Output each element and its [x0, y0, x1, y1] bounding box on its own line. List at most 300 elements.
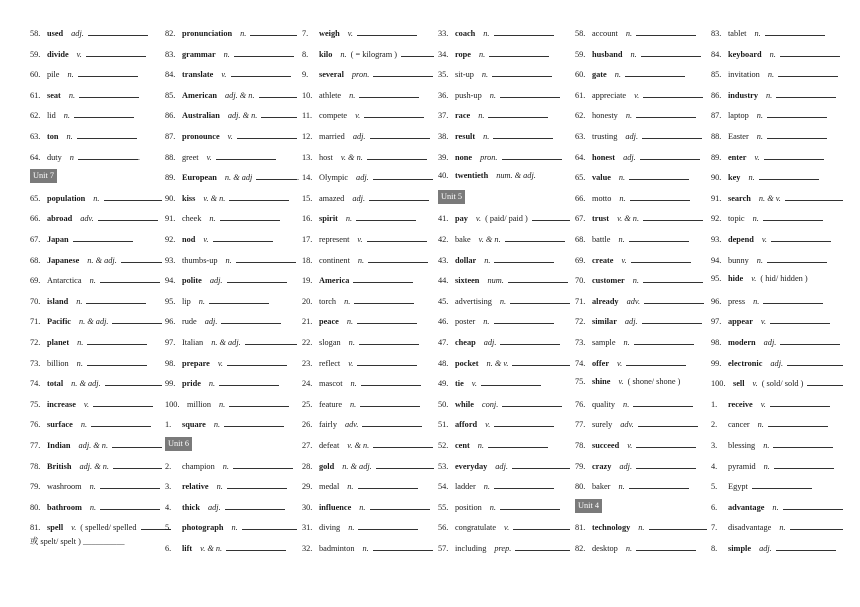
part-of-speech: adj. & n. [225, 91, 255, 100]
vocab-entry [711, 24, 825, 40]
answer-blank[interactable] [807, 374, 843, 386]
answer-blank[interactable] [510, 292, 570, 304]
entry-word: pocket [455, 359, 479, 368]
entry-word: bunny [728, 256, 749, 265]
answer-blank[interactable] [209, 292, 269, 304]
part-of-speech: n. [67, 70, 74, 79]
answer-blank[interactable] [778, 65, 838, 77]
answer-blank[interactable] [369, 189, 429, 201]
part-of-speech: v. [71, 523, 77, 532]
part-of-speech: n. [623, 400, 630, 409]
entry-word: continent [319, 256, 350, 265]
entry-number: 39. [438, 153, 449, 162]
vocab-entry [575, 312, 702, 328]
entry-word: tie [455, 379, 464, 388]
entry-word: gate [592, 70, 607, 79]
answer-blank[interactable] [221, 312, 281, 324]
part-of-speech: n. [632, 276, 639, 285]
answer-blank[interactable] [629, 477, 689, 489]
entry-number: 85. [165, 91, 176, 100]
entry-terminal-punctuation: . [297, 173, 300, 182]
part-of-speech: adv. [344, 420, 359, 429]
entry-number: 73. [30, 359, 41, 368]
answer-blank[interactable] [500, 498, 560, 510]
answer-blank[interactable] [373, 436, 433, 448]
part-of-speech: n. [345, 214, 353, 223]
vocab-entry [30, 457, 162, 473]
entry-number: 12. [302, 132, 313, 141]
answer-blank[interactable] [113, 457, 162, 469]
part-of-speech: v. & n. [347, 441, 370, 450]
entry-word: honesty [592, 111, 618, 120]
answer-blank[interactable] [236, 251, 296, 263]
answer-blank[interactable] [787, 354, 843, 366]
answer-blank[interactable] [88, 24, 148, 36]
entry-word: electronic [728, 359, 763, 368]
part-of-speech: n. [76, 297, 83, 306]
answer-blank[interactable] [358, 477, 418, 489]
answer-blank[interactable] [231, 65, 291, 77]
part-of-speech: adj. [759, 544, 772, 553]
answer-blank[interactable] [752, 477, 812, 489]
vocab-entry [30, 354, 147, 370]
answer-blank[interactable] [234, 45, 294, 57]
answer-blank[interactable] [783, 498, 843, 510]
part-of-speech: pron. [351, 70, 370, 79]
answer-blank[interactable] [359, 333, 419, 345]
answer-blank[interactable] [625, 65, 685, 77]
vocab-entry [302, 230, 427, 246]
answer-blank[interactable] [494, 415, 554, 427]
entry-number: 31. [302, 523, 313, 532]
part-of-speech: adj. [204, 317, 218, 326]
answer-blank[interactable] [79, 86, 139, 98]
answer-blank[interactable] [636, 106, 696, 118]
answer-blank[interactable] [768, 415, 828, 427]
answer-blank[interactable] [488, 436, 548, 448]
entry-word: nod [182, 235, 196, 244]
entry-word: congratulate [455, 523, 497, 532]
answer-blank[interactable] [631, 251, 691, 263]
entry-word: abroad [47, 214, 73, 223]
answer-blank[interactable] [261, 106, 297, 118]
answer-blank[interactable] [225, 498, 285, 510]
answer-blank[interactable] [643, 271, 703, 283]
vocab-entry [302, 209, 416, 225]
answer-blank[interactable] [401, 45, 434, 57]
entry-word: surely [592, 420, 613, 429]
entry-word: peace [319, 317, 339, 326]
entry-word: athlete [319, 91, 342, 100]
entry-word: quality [592, 400, 616, 409]
vocab-entry [165, 209, 280, 225]
answer-blank[interactable] [100, 271, 160, 283]
answer-blank[interactable] [644, 292, 704, 304]
vocab-entry [165, 498, 285, 514]
answer-blank[interactable] [100, 498, 160, 510]
entry-number: 38. [438, 132, 449, 141]
answer-blank[interactable] [641, 45, 701, 57]
inflection-note: ( shone/ shone ) [627, 377, 681, 386]
answer-blank[interactable] [626, 354, 686, 366]
answer-blank[interactable] [481, 374, 541, 386]
entry-number: 40. [438, 171, 449, 180]
entry-word: increase [47, 400, 76, 409]
answer-blank[interactable] [219, 374, 279, 386]
part-of-speech: v. [227, 132, 233, 141]
answer-blank[interactable] [224, 415, 284, 427]
part-of-speech: adv. [626, 297, 641, 306]
answer-blank[interactable] [373, 65, 433, 77]
answer-blank[interactable] [494, 24, 554, 36]
part-of-speech: adj. & n. [227, 111, 258, 120]
entry-number: 74. [575, 359, 586, 368]
part-of-speech: v. [617, 359, 623, 368]
answer-blank[interactable] [512, 354, 570, 366]
entry-word: shine [592, 377, 611, 386]
entry-word: influence [319, 503, 352, 512]
answer-blank[interactable] [494, 477, 554, 489]
answer-blank[interactable] [373, 539, 433, 551]
answer-blank[interactable] [774, 457, 834, 469]
answer-blank[interactable] [368, 251, 428, 263]
answer-blank[interactable] [638, 415, 698, 427]
entry-number: 85. [711, 70, 722, 79]
part-of-speech: adj. [483, 338, 497, 347]
entry-word: simple [728, 544, 752, 553]
answer-blank[interactable] [532, 209, 570, 221]
answer-blank[interactable] [770, 312, 830, 324]
entry-number: 29. [302, 482, 313, 491]
entry-word: desktop [592, 544, 618, 553]
entry-word: relative [182, 482, 209, 491]
entry-continuation: 或 spelt/ spelt ) __________ [30, 537, 125, 546]
entry-number: 77. [30, 441, 41, 450]
answer-blank[interactable] [763, 292, 823, 304]
vocab-entry [302, 168, 433, 184]
answer-blank[interactable] [353, 271, 413, 283]
entry-terminal-punctuation: . [137, 153, 140, 162]
answer-blank[interactable] [121, 251, 162, 263]
vocab-entry [30, 251, 162, 267]
answer-blank[interactable] [500, 333, 560, 345]
answer-blank[interactable] [759, 168, 819, 180]
entry-word: Pacific [47, 317, 71, 326]
answer-blank[interactable] [636, 457, 696, 469]
answer-blank[interactable] [767, 127, 827, 139]
answer-blank[interactable] [643, 86, 703, 98]
answer-blank[interactable] [227, 271, 287, 283]
entry-word: push-up [455, 91, 482, 100]
entry-number: 4. [711, 462, 718, 471]
answer-blank[interactable] [356, 209, 416, 221]
vocab-entry [302, 86, 419, 102]
vocab-entry [302, 65, 433, 81]
answer-blank[interactable] [98, 209, 158, 221]
answer-blank[interactable] [370, 127, 430, 139]
vocab-entry [711, 374, 843, 390]
entry-word: pride [182, 379, 201, 388]
answer-blank[interactable] [216, 148, 276, 160]
part-of-speech: n. [625, 544, 633, 553]
answer-blank[interactable] [354, 292, 414, 304]
answer-blank[interactable] [86, 292, 146, 304]
answer-blank[interactable] [634, 333, 694, 345]
vocab-entry [438, 457, 570, 473]
answer-blank[interactable] [642, 127, 702, 139]
answer-blank[interactable] [78, 65, 138, 77]
part-of-speech: n. [222, 462, 229, 471]
answer-blank[interactable] [488, 106, 548, 118]
entry-word: Indian [47, 441, 71, 450]
answer-blank[interactable] [357, 312, 417, 324]
answer-blank[interactable] [649, 518, 708, 530]
entry-word: ton [47, 132, 59, 141]
answer-blank[interactable] [77, 127, 137, 139]
part-of-speech: n. & v. [758, 194, 781, 203]
answer-blank[interactable] [87, 333, 147, 345]
part-of-speech: n. [340, 50, 347, 59]
entry-number: 93. [165, 256, 176, 265]
answer-blank[interactable] [78, 148, 138, 160]
answer-blank[interactable] [357, 24, 417, 36]
entry-number: 84. [165, 70, 176, 79]
entry-number: 80. [575, 482, 586, 491]
entry-word: similar [592, 317, 617, 326]
answer-blank[interactable] [105, 374, 162, 386]
answer-blank[interactable] [259, 86, 297, 98]
answer-blank[interactable] [256, 168, 300, 182]
vocab-entry [165, 45, 294, 61]
answer-blank[interactable] [785, 189, 843, 201]
part-of-speech: v. [348, 359, 354, 368]
answer-blank[interactable] [226, 539, 286, 551]
answer-blank[interactable] [636, 539, 696, 551]
answer-blank[interactable] [237, 127, 297, 139]
part-of-speech: n. [779, 523, 786, 532]
entry-number: 60. [575, 70, 586, 79]
answer-blank[interactable] [515, 539, 570, 551]
part-of-speech: n. [76, 359, 83, 368]
part-of-speech: n. & adj [224, 173, 253, 182]
answer-blank[interactable] [364, 106, 424, 118]
answer-blank[interactable] [629, 230, 689, 242]
answer-blank[interactable] [771, 230, 831, 242]
entry-word: million [187, 400, 211, 409]
entry-number: 4. [165, 503, 172, 512]
answer-blank[interactable] [502, 395, 562, 407]
vocab-entry [30, 477, 160, 493]
answer-blank[interactable] [493, 127, 553, 139]
vocab-entry [575, 24, 696, 40]
answer-blank[interactable] [790, 518, 843, 530]
entry-word: kiss [182, 194, 196, 203]
answer-blank[interactable] [227, 477, 287, 489]
answer-blank[interactable] [780, 45, 840, 57]
entry-word: medal [319, 482, 340, 491]
answer-blank[interactable] [767, 106, 827, 118]
answer-blank[interactable] [87, 354, 147, 366]
entry-word: lid [47, 111, 56, 120]
answer-blank[interactable] [630, 189, 690, 201]
part-of-speech: n. [618, 173, 626, 182]
answer-blank[interactable] [112, 436, 162, 448]
vocab-entry [711, 457, 834, 473]
entry-word: British [47, 462, 72, 471]
part-of-speech: n. [630, 50, 637, 59]
entry-number: 7. [711, 523, 718, 532]
vocab-entry [302, 271, 413, 287]
entry-number: 61. [575, 91, 586, 100]
answer-blank[interactable] [629, 168, 689, 180]
answer-blank[interactable] [642, 312, 702, 324]
entry-word: thumbs-up [182, 256, 218, 265]
entry-word: appreciate [592, 91, 627, 100]
vocab-entry [30, 65, 138, 81]
answer-blank[interactable] [489, 45, 549, 57]
answer-blank[interactable] [513, 518, 570, 530]
vocab-entry [302, 539, 433, 555]
vocab-entry [302, 354, 417, 370]
part-of-speech: n. [68, 91, 76, 100]
entry-number: 86. [165, 111, 176, 120]
entry-number: 70. [575, 276, 586, 285]
vocab-entry [575, 271, 703, 287]
answer-blank[interactable] [376, 457, 434, 469]
part-of-speech: v. [221, 70, 227, 79]
answer-blank[interactable] [763, 209, 823, 221]
vocab-entry [438, 86, 560, 102]
answer-blank[interactable] [250, 24, 297, 36]
entry-number: 97. [711, 317, 722, 326]
answer-blank[interactable] [773, 436, 833, 448]
answer-blank[interactable] [91, 415, 151, 427]
answer-blank[interactable] [636, 24, 696, 36]
vocab-entry [302, 189, 429, 205]
part-of-speech: v. [760, 400, 766, 409]
answer-blank[interactable] [494, 251, 554, 263]
answer-blank[interactable] [360, 395, 420, 407]
part-of-speech: n. [754, 29, 761, 38]
answer-blank[interactable] [367, 230, 427, 242]
answer-blank[interactable] [242, 518, 297, 530]
vocab-entry [711, 292, 823, 308]
vocab-entry [165, 106, 297, 122]
entry-number: 52. [438, 441, 449, 450]
entry-number: 74. [30, 379, 41, 388]
part-of-speech: v. [471, 379, 477, 388]
entry-word: cheap [455, 338, 476, 347]
inflection-note: ( paid/ paid ) [485, 214, 528, 223]
answer-blank[interactable] [229, 395, 289, 407]
answer-blank[interactable] [73, 230, 133, 242]
entry-word: island [47, 297, 69, 306]
entry-number: 92. [711, 214, 722, 223]
entry-number: 76. [575, 400, 586, 409]
part-of-speech: v. [752, 379, 758, 388]
vocab-entry [438, 209, 570, 225]
answer-blank[interactable] [220, 209, 280, 221]
answer-blank[interactable] [245, 333, 297, 345]
entry-word: spirit [319, 214, 338, 223]
answer-blank[interactable] [776, 86, 836, 98]
entry-number: 45. [438, 297, 449, 306]
answer-blank[interactable] [74, 106, 134, 118]
answer-blank[interactable] [229, 189, 289, 201]
answer-blank[interactable] [362, 415, 422, 427]
entry-number: 21. [302, 317, 313, 326]
answer-blank[interactable] [500, 86, 560, 98]
answer-blank[interactable] [357, 354, 417, 366]
answer-blank[interactable] [358, 518, 418, 530]
vocab-entry [575, 168, 689, 184]
vocab-entry [302, 292, 414, 308]
entry-number: 88. [165, 153, 176, 162]
answer-blank[interactable] [502, 148, 562, 160]
entry-number: 95. [711, 274, 722, 283]
part-of-speech: n. [89, 482, 96, 491]
answer-blank[interactable] [233, 457, 293, 469]
part-of-speech: n. [218, 400, 226, 409]
answer-blank[interactable] [508, 271, 568, 283]
answer-blank[interactable] [505, 230, 565, 242]
vocab-entry [30, 498, 160, 514]
vocab-entry [438, 539, 570, 555]
answer-blank[interactable] [112, 312, 162, 324]
answer-blank[interactable] [227, 354, 287, 366]
part-of-speech: v. [76, 50, 82, 59]
answer-blank[interactable] [776, 539, 836, 551]
answer-blank[interactable] [770, 395, 830, 407]
vocab-entry [575, 189, 690, 205]
answer-blank[interactable] [767, 251, 827, 263]
vocab-entry [711, 354, 843, 370]
answer-blank[interactable] [367, 148, 427, 160]
answer-blank[interactable] [636, 436, 696, 448]
answer-blank[interactable] [213, 230, 273, 242]
answer-blank[interactable] [373, 168, 433, 180]
answer-blank[interactable] [512, 457, 570, 469]
vocab-entry [575, 209, 703, 225]
part-of-speech: v. [217, 359, 223, 368]
answer-blank[interactable] [765, 24, 825, 36]
answer-blank[interactable] [780, 333, 840, 345]
part-of-speech: n. [478, 50, 486, 59]
answer-blank[interactable] [100, 477, 160, 489]
answer-blank[interactable] [361, 374, 421, 386]
part-of-speech: v. [761, 235, 767, 244]
part-of-speech: n. [483, 482, 490, 491]
entry-number: 67. [575, 214, 586, 223]
entry-number: 62. [30, 111, 41, 120]
answer-blank[interactable] [764, 148, 824, 160]
entry-number: 92. [165, 235, 176, 244]
answer-blank[interactable] [633, 395, 693, 407]
answer-blank[interactable] [359, 86, 419, 98]
vocab-entry [438, 374, 541, 390]
answer-blank[interactable] [643, 209, 703, 221]
answer-blank[interactable] [86, 45, 146, 57]
vocab-entry [165, 312, 281, 328]
answer-blank[interactable] [370, 498, 430, 510]
answer-blank[interactable] [640, 148, 700, 160]
answer-blank[interactable] [492, 65, 552, 77]
answer-blank[interactable] [104, 189, 162, 201]
answer-blank[interactable] [494, 312, 554, 324]
vocab-entry [165, 354, 287, 370]
vocab-entry [711, 189, 843, 205]
answer-blank[interactable] [93, 395, 153, 407]
